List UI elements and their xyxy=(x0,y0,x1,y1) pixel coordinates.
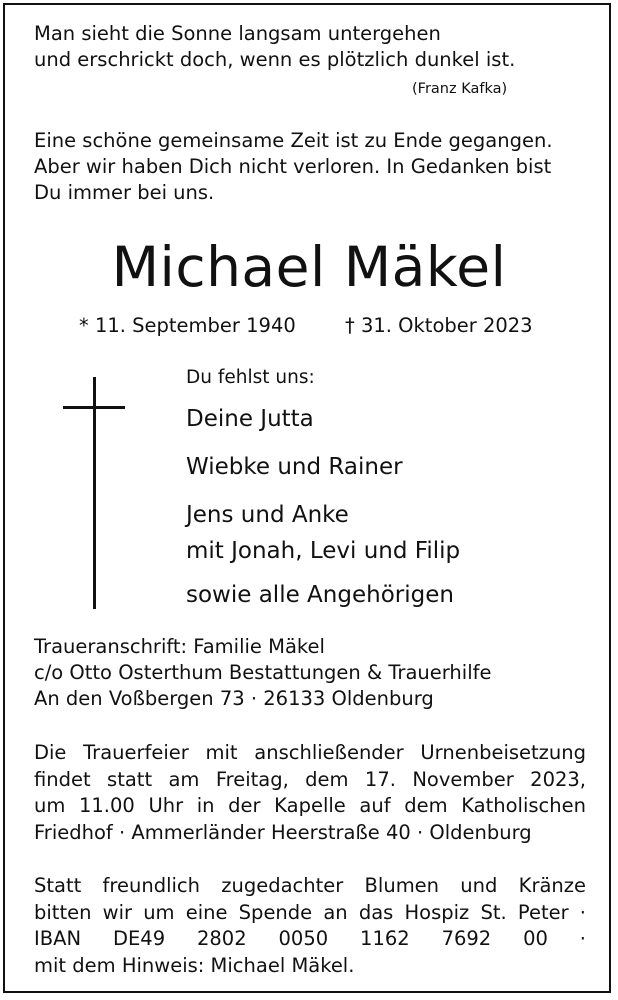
birth-date: * 11. September 1940 xyxy=(79,314,296,337)
donation-line: bitten wir um eine Spende an das Hospiz St. Peter · xyxy=(34,900,586,924)
ceremony-line: Friedhof · Ammerländer Heerstraße 40 · Oldenburg xyxy=(34,820,532,844)
intro-text xyxy=(34,128,553,206)
ceremony-line: Die Trauerfeier mit anschließender Urnenbeisetzung xyxy=(34,741,586,764)
mourner-line: Deine Jutta xyxy=(186,406,314,432)
cross-horizontal-bar xyxy=(63,406,125,409)
donation-line: Statt freundlich zugedachter Blumen und Kränze xyxy=(34,874,586,897)
intro-line: Aber wir haben Dich nicht verloren. In Gedanken bist xyxy=(34,155,552,178)
mourner-line: sowie alle Angehörigen xyxy=(186,582,454,608)
kafka-quote xyxy=(34,21,515,73)
ceremony-line: findet statt am Freitag, dem 17. November 2023, xyxy=(34,767,586,791)
intro-line: Du immer bei uns. xyxy=(34,181,215,204)
death-date: † 31. Oktober 2023 xyxy=(345,314,533,337)
mourner-line: Wiebke und Rainer xyxy=(186,454,403,480)
donation-paragraph xyxy=(34,873,586,979)
quote-line: und erschrickt doch, wenn es plötzlich dunkel ist. xyxy=(34,48,516,71)
deceased-name: Michael Mäkel xyxy=(111,235,507,299)
ceremony-line: um 11.00 Uhr in der Kapelle auf dem Katholischen xyxy=(34,794,586,817)
mourners-heading: Du fehlst uns: xyxy=(186,367,315,388)
donation-line: mit dem Hinweis: Michael Mäkel. xyxy=(34,953,355,977)
address-line: c/o Otto Osterthum Bestattungen & Trauerhilfe xyxy=(34,661,492,684)
mourner-line: mit Jonah, Levi und Filip xyxy=(186,538,461,564)
cross-vertical-bar xyxy=(93,377,96,609)
quote-author: (Franz Kafka) xyxy=(412,81,508,97)
quote-line: Man sieht die Sonne langsam untergehen xyxy=(34,22,441,45)
address-line: An den Voßbergen 73 · 26133 Oldenburg xyxy=(34,687,434,710)
donation-line: IBAN DE49 2802 0050 1162 7692 00 · xyxy=(34,927,586,950)
ceremony-paragraph xyxy=(34,740,586,846)
mourning-address xyxy=(34,634,492,712)
intro-line: Eine schöne gemeinsame Zeit ist zu Ende gegangen. xyxy=(34,129,553,152)
address-line: Traueranschrift: Familie Mäkel xyxy=(34,635,325,658)
mourner-line: Jens und Anke xyxy=(186,502,349,528)
